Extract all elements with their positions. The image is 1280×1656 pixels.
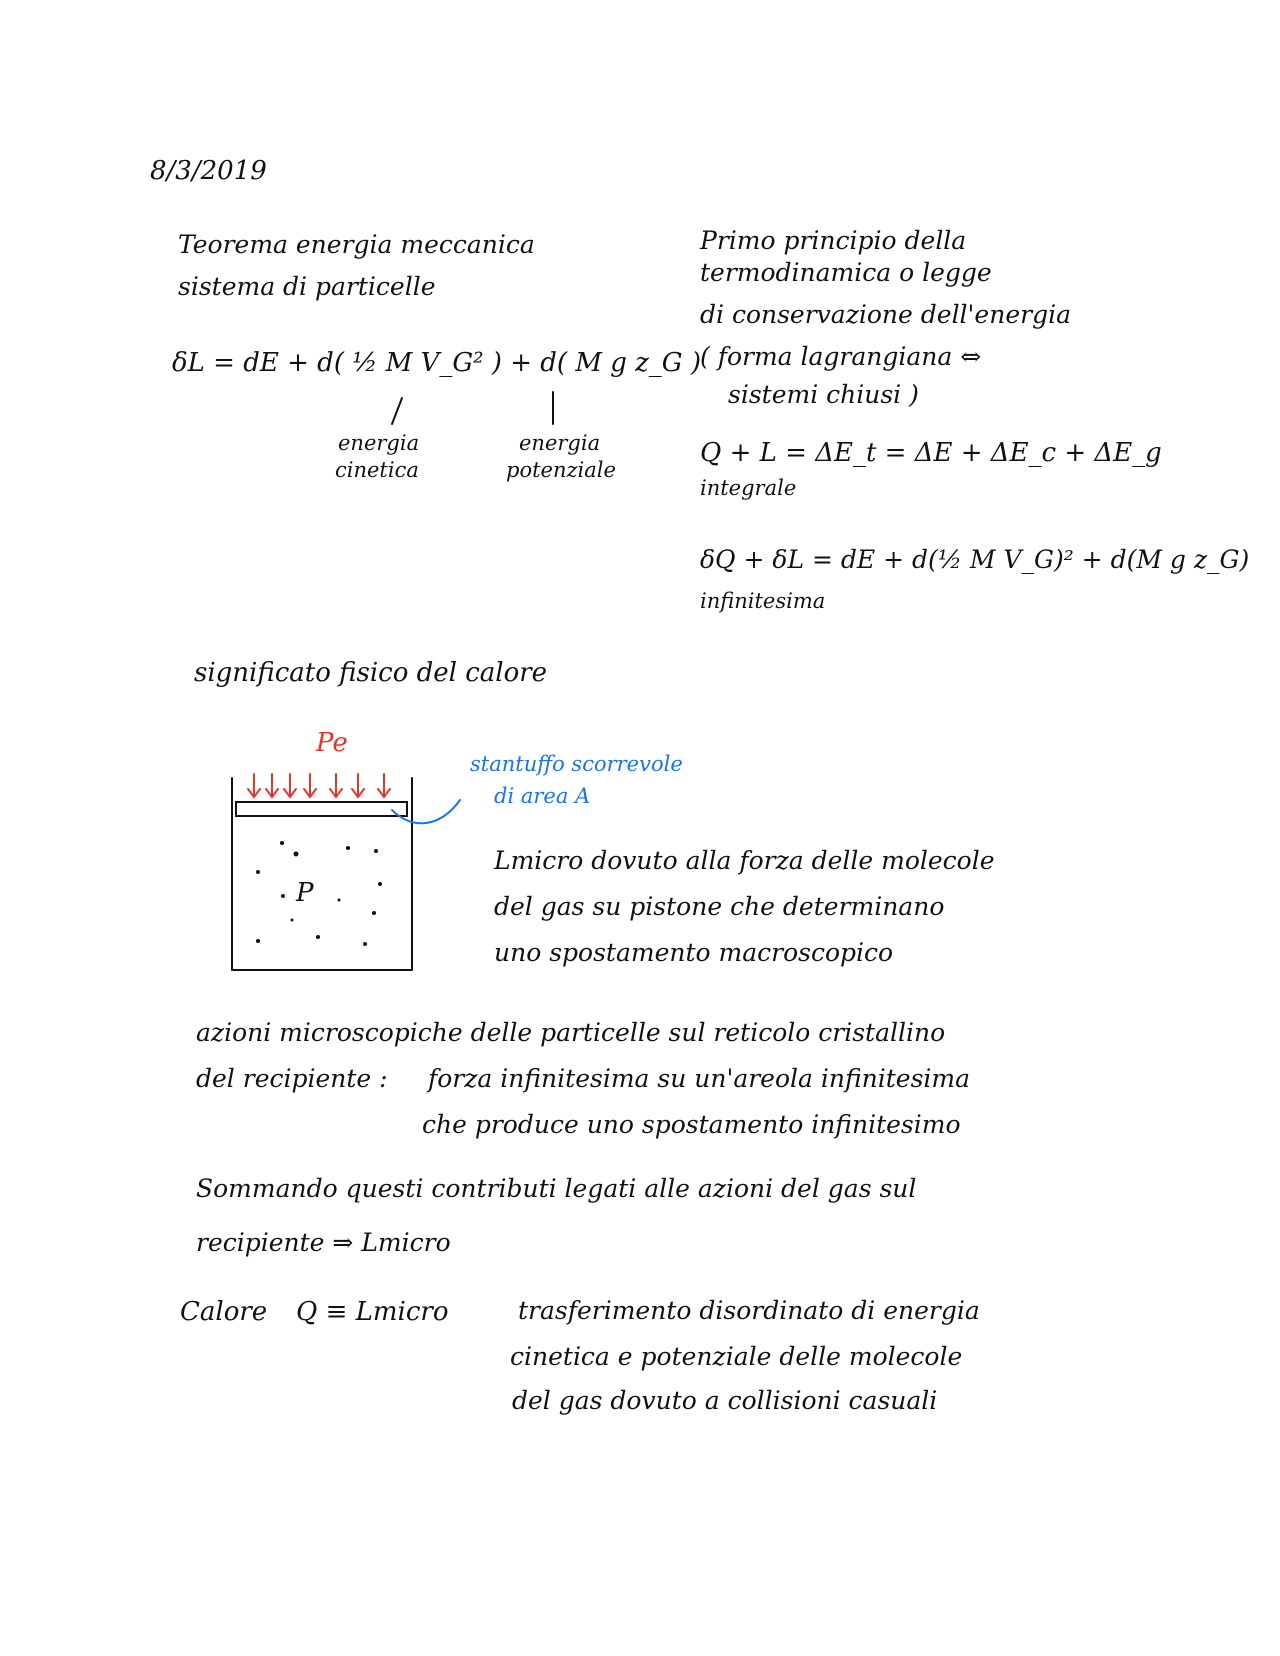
pressure-arrow [304,774,316,797]
first-law-line5: sistemi chiusi ) [728,380,919,409]
pressure-arrow [284,774,296,797]
sum-line2: recipiente ⇒ Lmicro [196,1228,451,1257]
label-kinetic-line2: cinetica [335,458,419,482]
heat-desc-line3: del gas dovuto a collisioni casuali [512,1386,938,1415]
first-law-line3: di conservazione dell'energia [700,300,1071,329]
integral-label: integrale [700,476,797,500]
label-potential-line2: potenziale [506,458,616,482]
piston [236,802,407,816]
date: 8/3/2019 [150,156,267,186]
theorem-equation: δL = dE + d( ½ M V_G² ) + d( M g z_G ) [172,348,701,378]
gas-molecule [316,935,320,939]
first-law-line4: ( forma lagrangiana ⇔ [700,342,982,371]
gas-molecule [256,939,260,943]
pressure-arrow [330,774,342,797]
gas-molecule [378,882,382,886]
gas-pressure-label: P [296,878,314,908]
lmicro-line2: del gas su pistone che determinano [494,892,945,921]
first-law-line1: Primo principio della [700,226,967,255]
label-potential-line1: energia [519,431,601,455]
gas-molecules [256,841,382,946]
lmicro-line3: uno spostamento macroscopico [494,938,894,967]
gas-molecule [346,846,350,850]
micro-line2-right: forza infinitesima su un'areola infinitesima [428,1064,971,1093]
heat-equation: Q ≡ Lmicro [296,1297,449,1327]
gas-molecule [372,911,376,915]
pressure-arrow [266,774,278,797]
first-law-line2: termodinamica o legge [700,258,992,287]
gas-molecule [291,919,294,922]
gas-molecule [294,852,299,857]
label-kinetic-line1: energia [338,431,420,455]
gas-molecule [374,849,378,853]
infinitesimal-equation: δQ + δL = dE + d(½ M V_G)² + d(M g z_G) [700,545,1250,574]
gas-molecule [281,894,285,898]
sum-line1: Sommando questi contributi legati alle azioni del gas sul [196,1174,917,1203]
kinetic-connector-line [392,398,402,424]
pressure-arrow [352,774,364,797]
lmicro-line1: Lmicro dovuto alla forza delle molecole [494,846,995,875]
micro-line3: che produce uno spostamento infinitesimo [422,1110,961,1139]
heat-label: Calore [180,1297,268,1327]
heat-desc-line1: trasferimento disordinato di energia [518,1296,980,1325]
pressure-arrows [248,774,390,797]
gas-molecule [338,899,341,902]
integral-equation: Q + L = ΔE_t = ΔE + ΔE_c + ΔE_g [700,438,1162,468]
piston-pointer-line [392,800,460,823]
piston-label-line1: stantuffo scorrevole [470,752,683,776]
micro-line1: azioni microscopiche delle particelle sul reticolo cristallino [196,1018,946,1047]
pressure-arrow [248,774,260,797]
heat-desc-line2: cinetica e potenziale delle molecole [510,1342,963,1371]
gas-molecule [256,870,260,874]
micro-line2-left: del recipiente : [196,1064,388,1093]
heat-section-heading: significato fisico del calore [194,658,548,688]
gas-molecule [280,841,284,845]
gas-molecule [363,942,367,946]
infinitesimal-label: infinitesima [700,589,826,613]
piston-label-line2: di area A [494,784,591,808]
external-pressure-label: Pe [316,728,348,758]
theorem-title-line2: sistema di particelle [178,272,436,301]
pressure-arrow [378,774,390,797]
theorem-title-line1: Teorema energia meccanica [178,230,535,259]
